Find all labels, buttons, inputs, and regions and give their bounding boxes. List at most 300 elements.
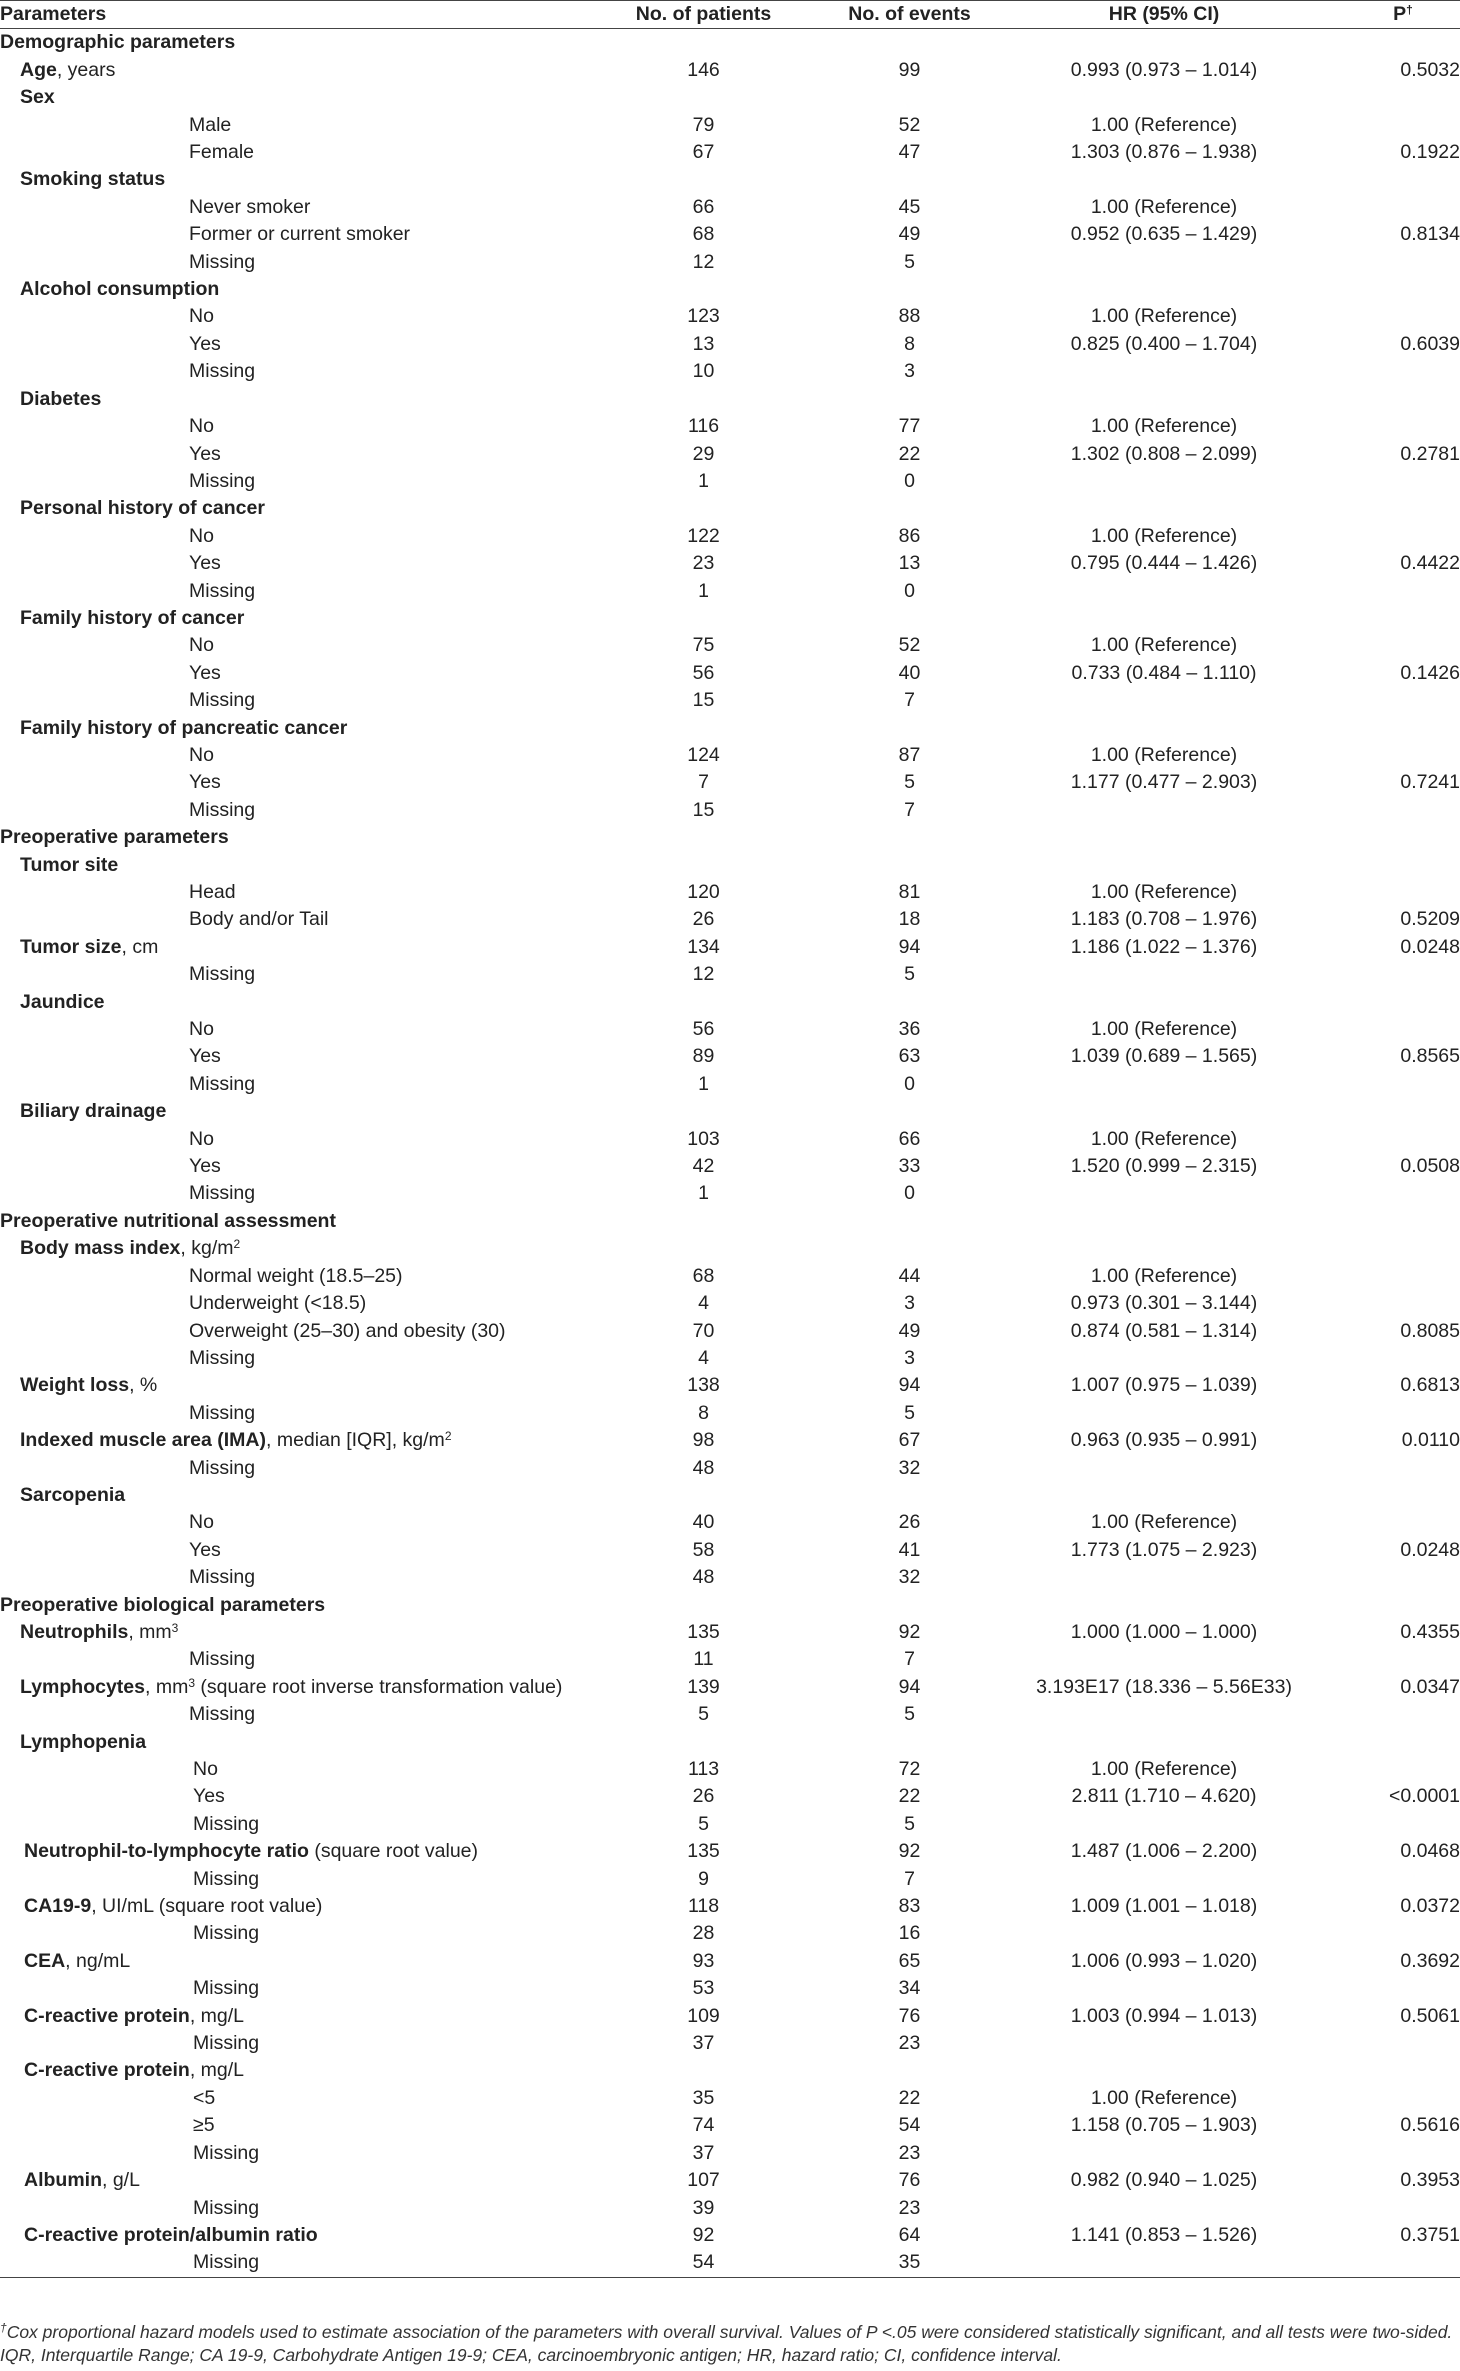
hr-cell: [1012, 386, 1316, 413]
hr-cell: [1012, 1345, 1316, 1372]
p-value-cell: 0.0248: [1400, 1538, 1460, 1561]
events-cell: 0: [904, 1182, 915, 1205]
label-superscript: 3: [171, 1620, 179, 1635]
label-text: No: [189, 415, 214, 438]
row-label: [0, 57, 600, 84]
p-value-cell: [1316, 1455, 1460, 1482]
p-value-cell: [1316, 989, 1460, 1016]
patients-cell: 89: [692, 1045, 715, 1068]
parameter-row: [0, 1427, 1460, 1454]
hr-cell: [1012, 468, 1316, 495]
parameter-row: [0, 166, 1460, 193]
label-text: Lymphocytes: [20, 1675, 145, 1698]
hr-cell: 0.795 (0.444 – 1.426): [1070, 552, 1258, 575]
row-label: [0, 1400, 600, 1427]
events-cell: 32: [898, 1566, 921, 1589]
p-value-cell: [1316, 852, 1460, 879]
label-suffix: , mm: [128, 1620, 172, 1643]
hr-cell: [1012, 1208, 1316, 1235]
row-label: [0, 523, 600, 550]
p-value-cell: [1316, 1975, 1460, 2002]
row-label: [0, 660, 600, 687]
table-row: [0, 742, 1460, 769]
row-label: [0, 2057, 600, 2084]
label-text: Preoperative parameters: [0, 826, 229, 849]
events-cell: 49: [898, 223, 921, 246]
table-row: [0, 1783, 1460, 1810]
row-label: [0, 29, 600, 57]
p-value-cell: [1316, 687, 1460, 714]
patients-cell: 5: [698, 1812, 709, 1835]
hr-cell: 1.00 (Reference): [1090, 1758, 1238, 1780]
hr-cell: 3.193E17 (18.336 – 5.56E33): [1036, 1675, 1292, 1698]
hr-cell: 1.00 (Reference): [1090, 1127, 1238, 1150]
hr-cell: 1.00 (Reference): [1090, 881, 1238, 903]
header-hr: HR (95% CI): [1012, 1, 1316, 29]
table-header: [0, 1, 1460, 29]
parameter-row: [0, 715, 1460, 742]
p-value-cell: 0.0248: [1400, 935, 1460, 958]
label-text: Missing: [193, 2196, 260, 2219]
patients-cell: 120: [687, 881, 720, 903]
row-label: [0, 2222, 600, 2249]
events-cell: 23: [898, 2196, 921, 2219]
events-cell: [807, 824, 1012, 851]
hr-cell: [1012, 687, 1316, 714]
hr-cell: 0.733 (0.484 – 1.110): [1071, 661, 1257, 684]
row-label: [0, 1893, 600, 1920]
patients-cell: 67: [692, 141, 715, 164]
table-row: [0, 1866, 1460, 1893]
row-label: [0, 1674, 600, 1701]
p-value-cell: 0.0347: [1400, 1675, 1460, 1698]
p-value-cell: [1316, 578, 1460, 605]
label-text: Missing: [189, 798, 256, 821]
patients-cell: 10: [692, 360, 715, 383]
patients-cell: [600, 852, 807, 879]
events-cell: 0: [904, 579, 915, 602]
p-value-cell: [1316, 2057, 1460, 2084]
table-row: [0, 2030, 1460, 2057]
row-label: [0, 2112, 600, 2139]
p-value-cell: [1316, 29, 1460, 57]
events-cell: 64: [898, 2223, 921, 2246]
p-value-cell: [1316, 2140, 1460, 2167]
p-value-cell: [1316, 2085, 1460, 2112]
row-label: [0, 1153, 600, 1180]
p-value-cell: 0.5209: [1400, 908, 1460, 931]
label-text: Demographic parameters: [0, 31, 236, 54]
label-text: Missing: [189, 963, 256, 986]
label-text: No: [193, 1758, 218, 1780]
patients-cell: 37: [692, 2032, 715, 2055]
label-text: No: [189, 1018, 214, 1041]
events-cell: 94: [898, 1374, 921, 1397]
events-cell: 7: [904, 689, 915, 712]
row-label: [0, 1016, 600, 1043]
label-text: Former or current smoker: [189, 223, 411, 246]
patients-cell: [600, 1235, 807, 1262]
table-row: [0, 578, 1460, 605]
patients-cell: [600, 276, 807, 303]
label-text: Missing: [193, 2032, 260, 2055]
label-text: Diabetes: [20, 387, 102, 410]
row-label: [0, 1180, 600, 1207]
table-row: [0, 303, 1460, 330]
p-value-cell: [1316, 605, 1460, 632]
row-label: [0, 1592, 600, 1619]
label-text: Personal history of cancer: [20, 497, 265, 520]
row-label: [0, 1126, 600, 1153]
label-text: Yes: [189, 771, 221, 794]
patients-cell: [600, 1592, 807, 1619]
p-value-cell: [1316, 1729, 1460, 1756]
p-value-cell: [1316, 1180, 1460, 1207]
hr-cell: 1.186 (1.022 – 1.376): [1070, 935, 1258, 958]
events-cell: 99: [898, 58, 921, 81]
row-label: [0, 769, 600, 796]
events-cell: 22: [898, 2086, 921, 2109]
hr-cell: 1.487 (1.006 – 2.200): [1070, 1840, 1258, 1863]
events-cell: [807, 1208, 1012, 1235]
events-cell: 18: [898, 908, 921, 931]
events-cell: 5: [904, 1703, 915, 1726]
row-label: [0, 1756, 600, 1783]
row-label: [0, 632, 600, 659]
parameter-row: [0, 2003, 1460, 2030]
parameter-row: [0, 495, 1460, 522]
row-label: [0, 331, 600, 358]
patients-cell: 122: [687, 524, 720, 547]
table-row: [0, 2112, 1460, 2139]
events-cell: [807, 276, 1012, 303]
label-suffix: , median [IQR], kg/m: [266, 1429, 445, 1452]
patients-cell: 48: [692, 1566, 715, 1589]
row-label: [0, 715, 600, 742]
label-text: No: [189, 524, 214, 547]
label-suffix: , %: [129, 1374, 158, 1397]
table-row: [0, 139, 1460, 166]
hr-cell: 1.000 (1.000 – 1.000): [1070, 1620, 1258, 1643]
section-row: [0, 1208, 1460, 1235]
events-cell: 0: [904, 469, 915, 492]
table-row: [0, 1455, 1460, 1482]
patients-cell: 13: [692, 332, 715, 355]
label-text: Preoperative nutritional assessment: [0, 1209, 336, 1232]
events-cell: 3: [904, 360, 915, 383]
parameter-row: [0, 1619, 1460, 1646]
events-cell: 5: [904, 1812, 915, 1835]
row-label: [0, 495, 600, 522]
row-label: [0, 249, 600, 276]
patients-cell: [600, 166, 807, 193]
row-label: [0, 413, 600, 440]
hr-cell: 1.302 (0.808 – 2.099): [1070, 442, 1258, 465]
label-text: Missing: [189, 1456, 256, 1479]
hr-cell: 0.963 (0.935 – 0.991): [1070, 1429, 1258, 1452]
patients-cell: 103: [687, 1127, 720, 1150]
label-text: Alcohol consumption: [20, 278, 220, 301]
label-text: Neutrophils: [20, 1620, 129, 1643]
events-cell: 92: [898, 1840, 921, 1863]
p-value-cell: [1316, 468, 1460, 495]
parameter-row: [0, 2167, 1460, 2194]
hr-cell: 0.993 (0.973 – 1.014): [1070, 58, 1258, 81]
table-row: [0, 550, 1460, 577]
table-row: [0, 1290, 1460, 1317]
patients-cell: 74: [692, 2114, 715, 2137]
patients-cell: 107: [687, 2169, 720, 2192]
events-cell: 22: [898, 1785, 921, 1808]
parameter-row: [0, 84, 1460, 111]
label-text: <5: [193, 2086, 216, 2109]
patients-cell: 75: [692, 634, 715, 657]
p-value-cell: [1316, 386, 1460, 413]
label-text: Missing: [193, 2251, 260, 2274]
hr-cell: 1.520 (0.999 – 2.315): [1070, 1155, 1258, 1178]
row-label: [0, 303, 600, 330]
parameter-row: [0, 2057, 1460, 2084]
label-suffix: , years: [56, 58, 116, 81]
hr-cell: 0.952 (0.635 – 1.429): [1070, 223, 1258, 246]
table-row: [0, 1509, 1460, 1536]
p-value-cell: [1316, 2195, 1460, 2222]
events-cell: 87: [898, 743, 921, 766]
patients-cell: 29: [692, 442, 715, 465]
events-cell: 23: [898, 2032, 921, 2055]
hr-cell: 1.00 (Reference): [1090, 524, 1238, 547]
patients-cell: [600, 1098, 807, 1125]
header-p-label: P: [1393, 3, 1407, 25]
parameter-row: [0, 1372, 1460, 1399]
label-text: Smoking status: [20, 168, 166, 191]
p-value-cell: 0.0372: [1400, 1895, 1460, 1918]
row-label: [0, 687, 600, 714]
patients-cell: 118: [687, 1895, 720, 1918]
patients-cell: 139: [687, 1675, 720, 1698]
patients-cell: 123: [687, 305, 720, 328]
patients-cell: 15: [692, 689, 715, 712]
patients-cell: [600, 2057, 807, 2084]
p-value-cell: 0.3692: [1400, 1949, 1460, 1972]
hr-cell: 1.773 (1.075 – 2.923): [1070, 1538, 1258, 1561]
events-cell: 40: [898, 661, 921, 684]
events-cell: 35: [807, 2249, 1012, 2277]
hr-cell: [1012, 495, 1316, 522]
label-text: Age: [20, 58, 57, 81]
row-label: [0, 1098, 600, 1125]
hr-cell: [1012, 1920, 1316, 1947]
row-label: [0, 194, 600, 221]
events-cell: [807, 605, 1012, 632]
hr-cell: [1012, 1592, 1316, 1619]
row-label: [0, 1537, 600, 1564]
patients-cell: 5: [698, 1703, 709, 1726]
p-value-cell: 0.4422: [1400, 552, 1460, 575]
label-text: Missing: [189, 1566, 256, 1589]
table-row: [0, 1756, 1460, 1783]
label-text: Indexed muscle area (IMA): [20, 1429, 266, 1452]
events-cell: 45: [898, 195, 921, 218]
p-value-cell: [1316, 276, 1460, 303]
row-label: [0, 468, 600, 495]
events-cell: [807, 495, 1012, 522]
hr-cell: [1012, 1729, 1316, 1756]
events-cell: 52: [898, 634, 921, 657]
patients-cell: 79: [692, 113, 715, 136]
p-value-cell: [1316, 1208, 1460, 1235]
events-cell: 23: [898, 2141, 921, 2164]
patients-cell: [600, 715, 807, 742]
label-superscript: 2: [233, 1237, 241, 1252]
row-label: [0, 358, 600, 385]
p-value-cell: [1316, 112, 1460, 139]
p-value-cell: [1316, 1126, 1460, 1153]
label-text: Missing: [189, 689, 256, 712]
p-value-cell: 0.3751: [1400, 2223, 1460, 2246]
events-cell: 41: [898, 1538, 921, 1561]
label-text: Lymphopenia: [20, 1730, 147, 1753]
footnote-line-2: IQR, Interquartile Range; CA 19-9, Carbohydrate Antigen 19-9; CEA, carcinoembryonic antigen; HR, hazard ratio; CI, confidence interval.: [0, 2345, 1062, 2365]
row-label: [0, 1263, 600, 1290]
row-label: [0, 1701, 600, 1728]
events-cell: 7: [904, 1648, 915, 1671]
label-text: Female: [189, 141, 255, 164]
events-cell: 5: [904, 250, 915, 273]
p-value-cell: [1316, 1263, 1460, 1290]
events-cell: 22: [898, 442, 921, 465]
table-row: [0, 2140, 1460, 2167]
patients-cell: 28: [692, 1922, 715, 1945]
label-text: Male: [189, 113, 232, 136]
label-text: C-reactive protein: [24, 2059, 190, 2082]
p-value-cell: [1316, 1509, 1460, 1536]
events-cell: 65: [898, 1949, 921, 1972]
row-label: [0, 1783, 600, 1810]
hr-cell: [1012, 1701, 1316, 1728]
label-text: Yes: [189, 661, 221, 684]
events-cell: 88: [898, 305, 921, 328]
p-value-cell: [1316, 1400, 1460, 1427]
patients-cell: 146: [687, 58, 720, 81]
row-label: [0, 2167, 600, 2194]
table-row: [0, 1400, 1460, 1427]
label-text: Head: [189, 881, 236, 903]
events-cell: 0: [904, 1072, 915, 1095]
hr-cell: [1012, 358, 1316, 385]
hr-cell: 1.00 (Reference): [1090, 113, 1238, 136]
p-value-cell: [1316, 742, 1460, 769]
hr-cell: [1012, 84, 1316, 111]
label-text: Neutrophil-to-lymphocyte ratio: [24, 1840, 309, 1863]
label-text: Sex: [20, 86, 55, 109]
label-text: Tumor size: [20, 935, 122, 958]
hr-cell: [1012, 961, 1316, 988]
hr-cell: [1012, 1482, 1316, 1509]
label-text: Never smoker: [189, 195, 311, 218]
row-label: [0, 1729, 600, 1756]
events-cell: [807, 1235, 1012, 1262]
events-cell: 63: [898, 1045, 921, 1068]
row-label: [0, 441, 600, 468]
label-text: Yes: [189, 442, 221, 465]
events-cell: [807, 386, 1012, 413]
events-cell: 32: [898, 1456, 921, 1479]
parameter-row: [0, 605, 1460, 632]
events-cell: [807, 84, 1012, 111]
p-value-cell: [1316, 249, 1460, 276]
label-text: Biliary drainage: [20, 1100, 167, 1123]
p-value-cell: [1316, 1482, 1460, 1509]
p-value-cell: [1316, 1345, 1460, 1372]
patients-cell: 56: [692, 661, 715, 684]
hr-cell: [1012, 1235, 1316, 1262]
hr-cell: [1012, 1811, 1316, 1838]
table-row: [0, 1043, 1460, 1070]
section-row: [0, 29, 1460, 57]
label-text: No: [189, 305, 214, 328]
hr-cell: 2.811 (1.710 – 4.620): [1071, 1785, 1257, 1808]
row-label: [0, 2030, 600, 2057]
table-row: [0, 441, 1460, 468]
patients-cell: 26: [692, 908, 715, 931]
table-row: [0, 1646, 1460, 1673]
table-row: [0, 331, 1460, 358]
row-label: [0, 2140, 600, 2167]
row-label: [0, 961, 600, 988]
patients-cell: 40: [692, 1511, 715, 1534]
patients-cell: 35: [692, 2086, 715, 2109]
events-cell: 83: [898, 1895, 921, 1918]
label-suffix: , mg/L: [189, 2059, 244, 2082]
patients-cell: 68: [692, 1264, 715, 1287]
events-cell: 33: [898, 1155, 921, 1178]
events-cell: 13: [898, 552, 921, 575]
row-label: [0, 2003, 600, 2030]
events-cell: [807, 29, 1012, 57]
p-value-cell: 0.0508: [1400, 1155, 1460, 1178]
section-row: [0, 1592, 1460, 1619]
hr-cell: 1.039 (0.689 – 1.565): [1070, 1045, 1258, 1068]
label-text: Tumor site: [20, 853, 119, 876]
parameter-row: [0, 1948, 1460, 1975]
p-value-cell: [1316, 961, 1460, 988]
label-text: Missing: [189, 469, 256, 492]
p-value-cell: [1316, 194, 1460, 221]
row-label: [0, 386, 600, 413]
table-row: [0, 769, 1460, 796]
hr-cell: [1012, 1455, 1316, 1482]
events-cell: [807, 989, 1012, 1016]
p-value-cell: [1316, 523, 1460, 550]
row-label: [0, 1646, 600, 1673]
label-text: Family history of pancreatic cancer: [20, 716, 348, 739]
p-value-cell: 0.7241: [1400, 771, 1460, 794]
table-row: [0, 1318, 1460, 1345]
label-text: Yes: [189, 1155, 221, 1178]
hr-cell: 1.00 (Reference): [1090, 634, 1238, 657]
row-label: [0, 797, 600, 824]
row-label: [0, 1235, 600, 1262]
parameter-row: [0, 989, 1460, 1016]
patients-cell: 12: [692, 250, 715, 273]
p-value-cell: [1316, 797, 1460, 824]
patients-cell: 4: [698, 1292, 709, 1315]
p-value-cell: 0.1922: [1400, 141, 1460, 164]
events-cell: 7: [904, 1867, 915, 1890]
table-row: [0, 961, 1460, 988]
label-text: Missing: [189, 250, 256, 273]
